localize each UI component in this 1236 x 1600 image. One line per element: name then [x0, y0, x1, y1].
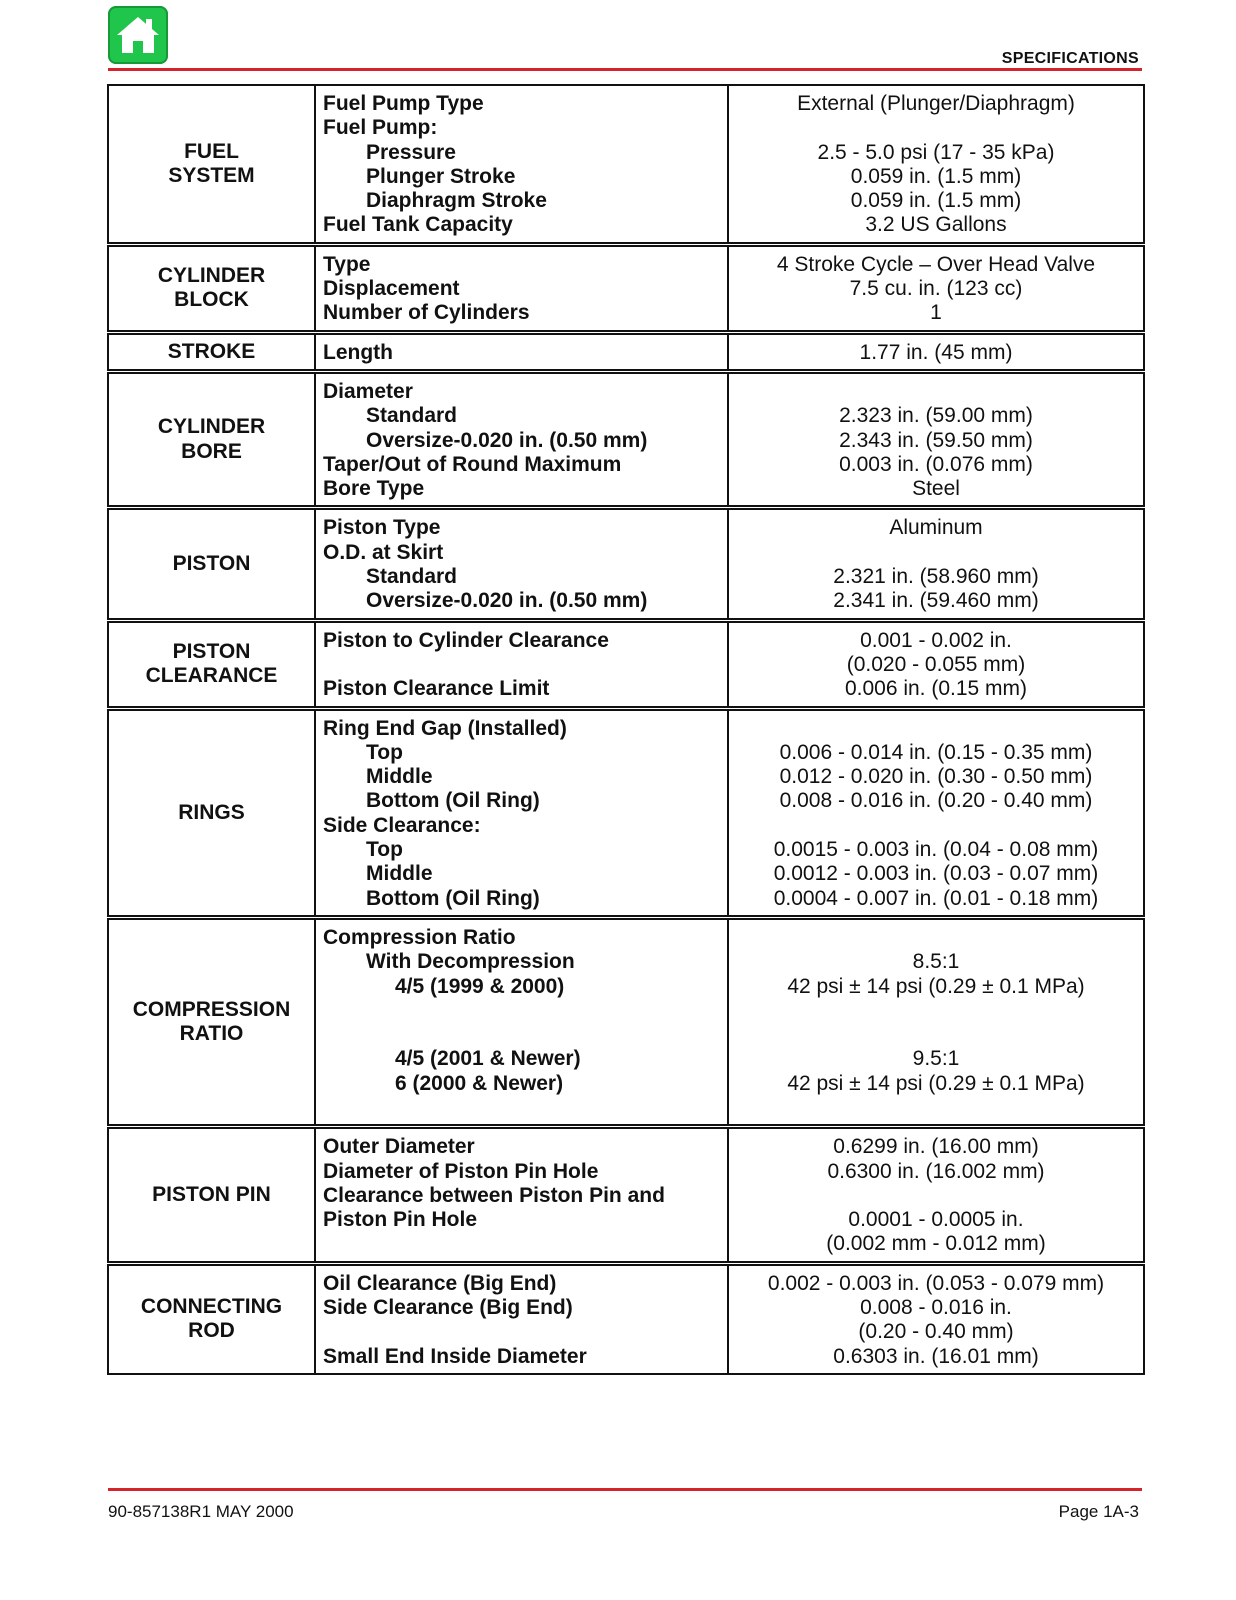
home-button[interactable] — [108, 6, 168, 64]
spec-label: Displacement — [323, 277, 460, 301]
spec-label: Fuel Pump: — [323, 116, 438, 140]
spec-row — [108, 85, 1144, 244]
value-cell — [728, 85, 1144, 244]
label-cell — [315, 917, 728, 1126]
spec-value: 42 psi ± 14 psi (0.29 ± 0.1 MPa) — [787, 974, 1085, 998]
spec-row — [108, 332, 1144, 371]
category-label: SYSTEM — [168, 163, 255, 187]
spec-label: Fuel Tank Capacity — [323, 213, 513, 237]
label-cell — [315, 371, 728, 507]
spec-label: Small End Inside Diameter — [323, 1344, 587, 1368]
spec-row — [108, 371, 1144, 507]
label-cell — [315, 85, 728, 244]
spec-label: Number of Cylinders — [323, 301, 530, 325]
spec-label: Top — [366, 740, 403, 764]
spec-value: 0.012 - 0.020 in. (0.30 - 0.50 mm) — [779, 765, 1093, 789]
value-cell — [728, 620, 1144, 708]
spec-value: 8.5:1 — [912, 950, 960, 974]
value-cell — [728, 332, 1144, 371]
spec-row — [108, 1127, 1144, 1263]
spec-value: 42 psi ± 14 psi (0.29 ± 0.1 MPa) — [787, 1071, 1085, 1095]
category-label: BORE — [181, 439, 242, 463]
spec-label: Standard — [366, 404, 458, 428]
spec-label: Compression Ratio — [323, 925, 516, 949]
spec-value: 0.0001 - 0.0005 in. — [848, 1208, 1024, 1232]
header-rule — [108, 68, 1142, 71]
value-cell — [728, 708, 1144, 917]
value-cell — [728, 1127, 1144, 1263]
page-number: Page 1A-3 — [1058, 1502, 1139, 1521]
spec-value — [733, 926, 1139, 950]
spec-value: 0.008 - 0.016 in. — [860, 1296, 1012, 1320]
spec-label: Type — [323, 252, 371, 276]
spec-label: Piston Clearance Limit — [323, 677, 550, 701]
category-label: COMPRESSION — [132, 997, 291, 1021]
spec-label: O.D. at Skirt — [323, 540, 444, 564]
spec-label: 4/5 (2001 & Newer) — [395, 1047, 581, 1071]
spec-label: Clearance between Piston Pin and — [323, 1183, 665, 1207]
category-label: ROD — [188, 1319, 235, 1343]
label-cell — [315, 508, 728, 620]
category-label: RATIO — [179, 1022, 244, 1046]
spec-value: External (Plunger/Diaphragm) — [797, 92, 1075, 115]
spec-value: 0.006 in. (0.15 mm) — [844, 677, 1028, 701]
value-cell — [728, 508, 1144, 620]
category-label: RINGS — [178, 800, 245, 824]
spec-value: 0.059 in. (1.5 mm) — [850, 164, 1022, 188]
label-cell — [315, 620, 728, 708]
spec-label: Oversize-0.020 in. (0.50 mm) — [366, 428, 648, 452]
spec-value: 0.0004 - 0.007 in. (0.01 - 0.18 mm) — [773, 886, 1099, 910]
spec-label: With Decompression — [366, 950, 575, 974]
value-cell — [728, 371, 1144, 507]
spec-value — [733, 380, 1139, 404]
home-icon — [114, 13, 162, 57]
spec-label: Oil Clearance (Big End) — [323, 1271, 557, 1295]
spec-value: (0.002 mm - 0.012 mm) — [826, 1232, 1046, 1256]
spec-value: 3.2 US Gallons — [865, 213, 1007, 237]
label-cell — [315, 708, 728, 917]
spec-label: Outer Diameter — [323, 1135, 475, 1159]
spec-value: 7.5 cu. in. (123 cc) — [849, 277, 1023, 301]
spec-label: Bottom (Oil Ring) — [366, 886, 540, 910]
spec-row — [108, 620, 1144, 708]
spec-value: 1.77 in. (45 mm) — [859, 340, 1013, 364]
spec-label: Side Clearance: — [323, 813, 481, 837]
spec-value: 2.323 in. (59.00 mm) — [839, 404, 1033, 428]
category-cell — [108, 85, 315, 244]
footer-rule — [108, 1488, 1142, 1491]
category-label: CYLINDER — [157, 415, 266, 439]
spec-row — [108, 708, 1144, 917]
document-number: 90-857138R1 MAY 2000 — [108, 1502, 294, 1521]
category-cell — [108, 708, 315, 917]
spec-label: Pressure — [366, 140, 456, 164]
spec-label: Top — [366, 838, 403, 862]
value-cell — [728, 917, 1144, 1126]
value-cell — [728, 244, 1144, 332]
spec-value: Steel — [912, 477, 960, 501]
category-label: CLEARANCE — [145, 664, 278, 688]
spec-label: Diaphragm Stroke — [366, 189, 547, 213]
spec-value: 1 — [930, 301, 942, 325]
spec-label: Piston to Cylinder Clearance — [323, 628, 609, 652]
spec-label: Fuel Pump Type — [323, 92, 484, 115]
spec-value: 0.0012 - 0.003 in. (0.03 - 0.07 mm) — [773, 862, 1099, 886]
category-cell — [108, 371, 315, 507]
category-cell — [108, 332, 315, 371]
category-label: PISTON — [172, 639, 251, 663]
spec-value: 0.6303 in. (16.01 mm) — [833, 1344, 1039, 1368]
spec-row — [108, 244, 1144, 332]
spec-value: 2.343 in. (59.50 mm) — [839, 428, 1033, 452]
category-label: FUEL — [184, 139, 239, 163]
spec-value: 0.002 - 0.003 in. (0.053 - 0.079 mm) — [767, 1271, 1105, 1295]
spec-value — [733, 1184, 1139, 1208]
spec-label: Bottom (Oil Ring) — [366, 789, 540, 813]
spec-value: (0.20 - 0.40 mm) — [858, 1320, 1014, 1344]
spec-value: 0.006 - 0.014 in. (0.15 - 0.35 mm) — [779, 740, 1093, 764]
category-cell — [108, 508, 315, 620]
spec-label: Plunger Stroke — [366, 164, 516, 188]
spec-row — [108, 1263, 1144, 1374]
spec-label: Bore Type — [323, 477, 425, 501]
spec-label: Diameter — [323, 379, 413, 403]
spec-value: 0.6299 in. (16.00 mm) — [833, 1135, 1039, 1159]
spec-label: Piston Type — [323, 516, 441, 540]
spec-label: Middle — [366, 862, 433, 886]
spec-value: 9.5:1 — [912, 1047, 960, 1071]
spec-value: 2.341 in. (59.460 mm) — [833, 589, 1039, 613]
spec-label — [323, 1320, 721, 1344]
spec-value: 2.321 in. (58.960 mm) — [833, 565, 1039, 589]
label-cell — [315, 332, 728, 371]
spec-label — [323, 1232, 721, 1256]
label-cell — [315, 1263, 728, 1374]
spec-value: 0.0015 - 0.003 in. (0.04 - 0.08 mm) — [773, 838, 1099, 862]
spec-label: Piston Pin Hole — [323, 1208, 478, 1232]
spec-value: 0.6300 in. (16.002 mm) — [827, 1159, 1045, 1183]
spec-label: Length — [323, 340, 393, 364]
category-cell — [108, 1127, 315, 1263]
category-label: CYLINDER — [157, 263, 266, 287]
spec-label: Diameter of Piston Pin Hole — [323, 1159, 599, 1183]
spec-value — [733, 1096, 1139, 1120]
spec-value — [733, 717, 1139, 741]
category-label: STROKE — [167, 339, 256, 363]
spec-label: Ring End Gap (Installed) — [323, 716, 567, 740]
spec-value — [733, 116, 1139, 140]
spec-label — [323, 1023, 721, 1047]
spec-row — [108, 917, 1144, 1126]
spec-value: 0.008 - 0.016 in. (0.20 - 0.40 mm) — [779, 789, 1093, 813]
value-cell — [728, 1263, 1144, 1374]
spec-value: 0.059 in. (1.5 mm) — [850, 189, 1022, 213]
spec-label — [323, 999, 721, 1023]
category-cell — [108, 620, 315, 708]
spec-value: 2.5 - 5.0 psi (17 - 35 kPa) — [817, 140, 1055, 164]
category-label: PISTON PIN — [152, 1182, 271, 1206]
spec-value: 4 Stroke Cycle – Over Head Valve — [776, 252, 1096, 276]
spec-label — [323, 653, 721, 677]
category-cell — [108, 917, 315, 1126]
spec-label: Middle — [366, 765, 433, 789]
category-label: PISTON — [172, 551, 251, 575]
spec-label: Oversize-0.020 in. (0.50 mm) — [366, 589, 648, 613]
category-cell — [108, 244, 315, 332]
spec-value — [733, 1023, 1139, 1047]
spec-label: Taper/Out of Round Maximum — [323, 452, 622, 476]
label-cell — [315, 244, 728, 332]
category-label: BLOCK — [174, 288, 249, 312]
spec-row — [108, 508, 1144, 620]
spec-value: Aluminum — [889, 516, 983, 540]
spec-value: 0.003 in. (0.076 mm) — [839, 452, 1033, 476]
category-cell — [108, 1263, 315, 1374]
spec-label: 4/5 (1999 & 2000) — [395, 974, 565, 998]
spec-value — [733, 814, 1139, 838]
spec-label: Standard — [366, 565, 458, 589]
category-label: CONNECTING — [140, 1295, 283, 1319]
section-title: SPECIFICATIONS — [1001, 50, 1139, 67]
spec-label — [323, 1096, 721, 1120]
spec-value: 0.001 - 0.002 in. — [860, 628, 1012, 652]
spec-label: Side Clearance (Big End) — [323, 1296, 573, 1320]
spec-value — [733, 541, 1139, 565]
spec-value: (0.020 - 0.055 mm) — [846, 652, 1026, 676]
specifications-table — [107, 84, 1145, 1375]
spec-label: 6 (2000 & Newer) — [395, 1071, 564, 1095]
label-cell — [315, 1127, 728, 1263]
spec-value — [733, 999, 1139, 1023]
